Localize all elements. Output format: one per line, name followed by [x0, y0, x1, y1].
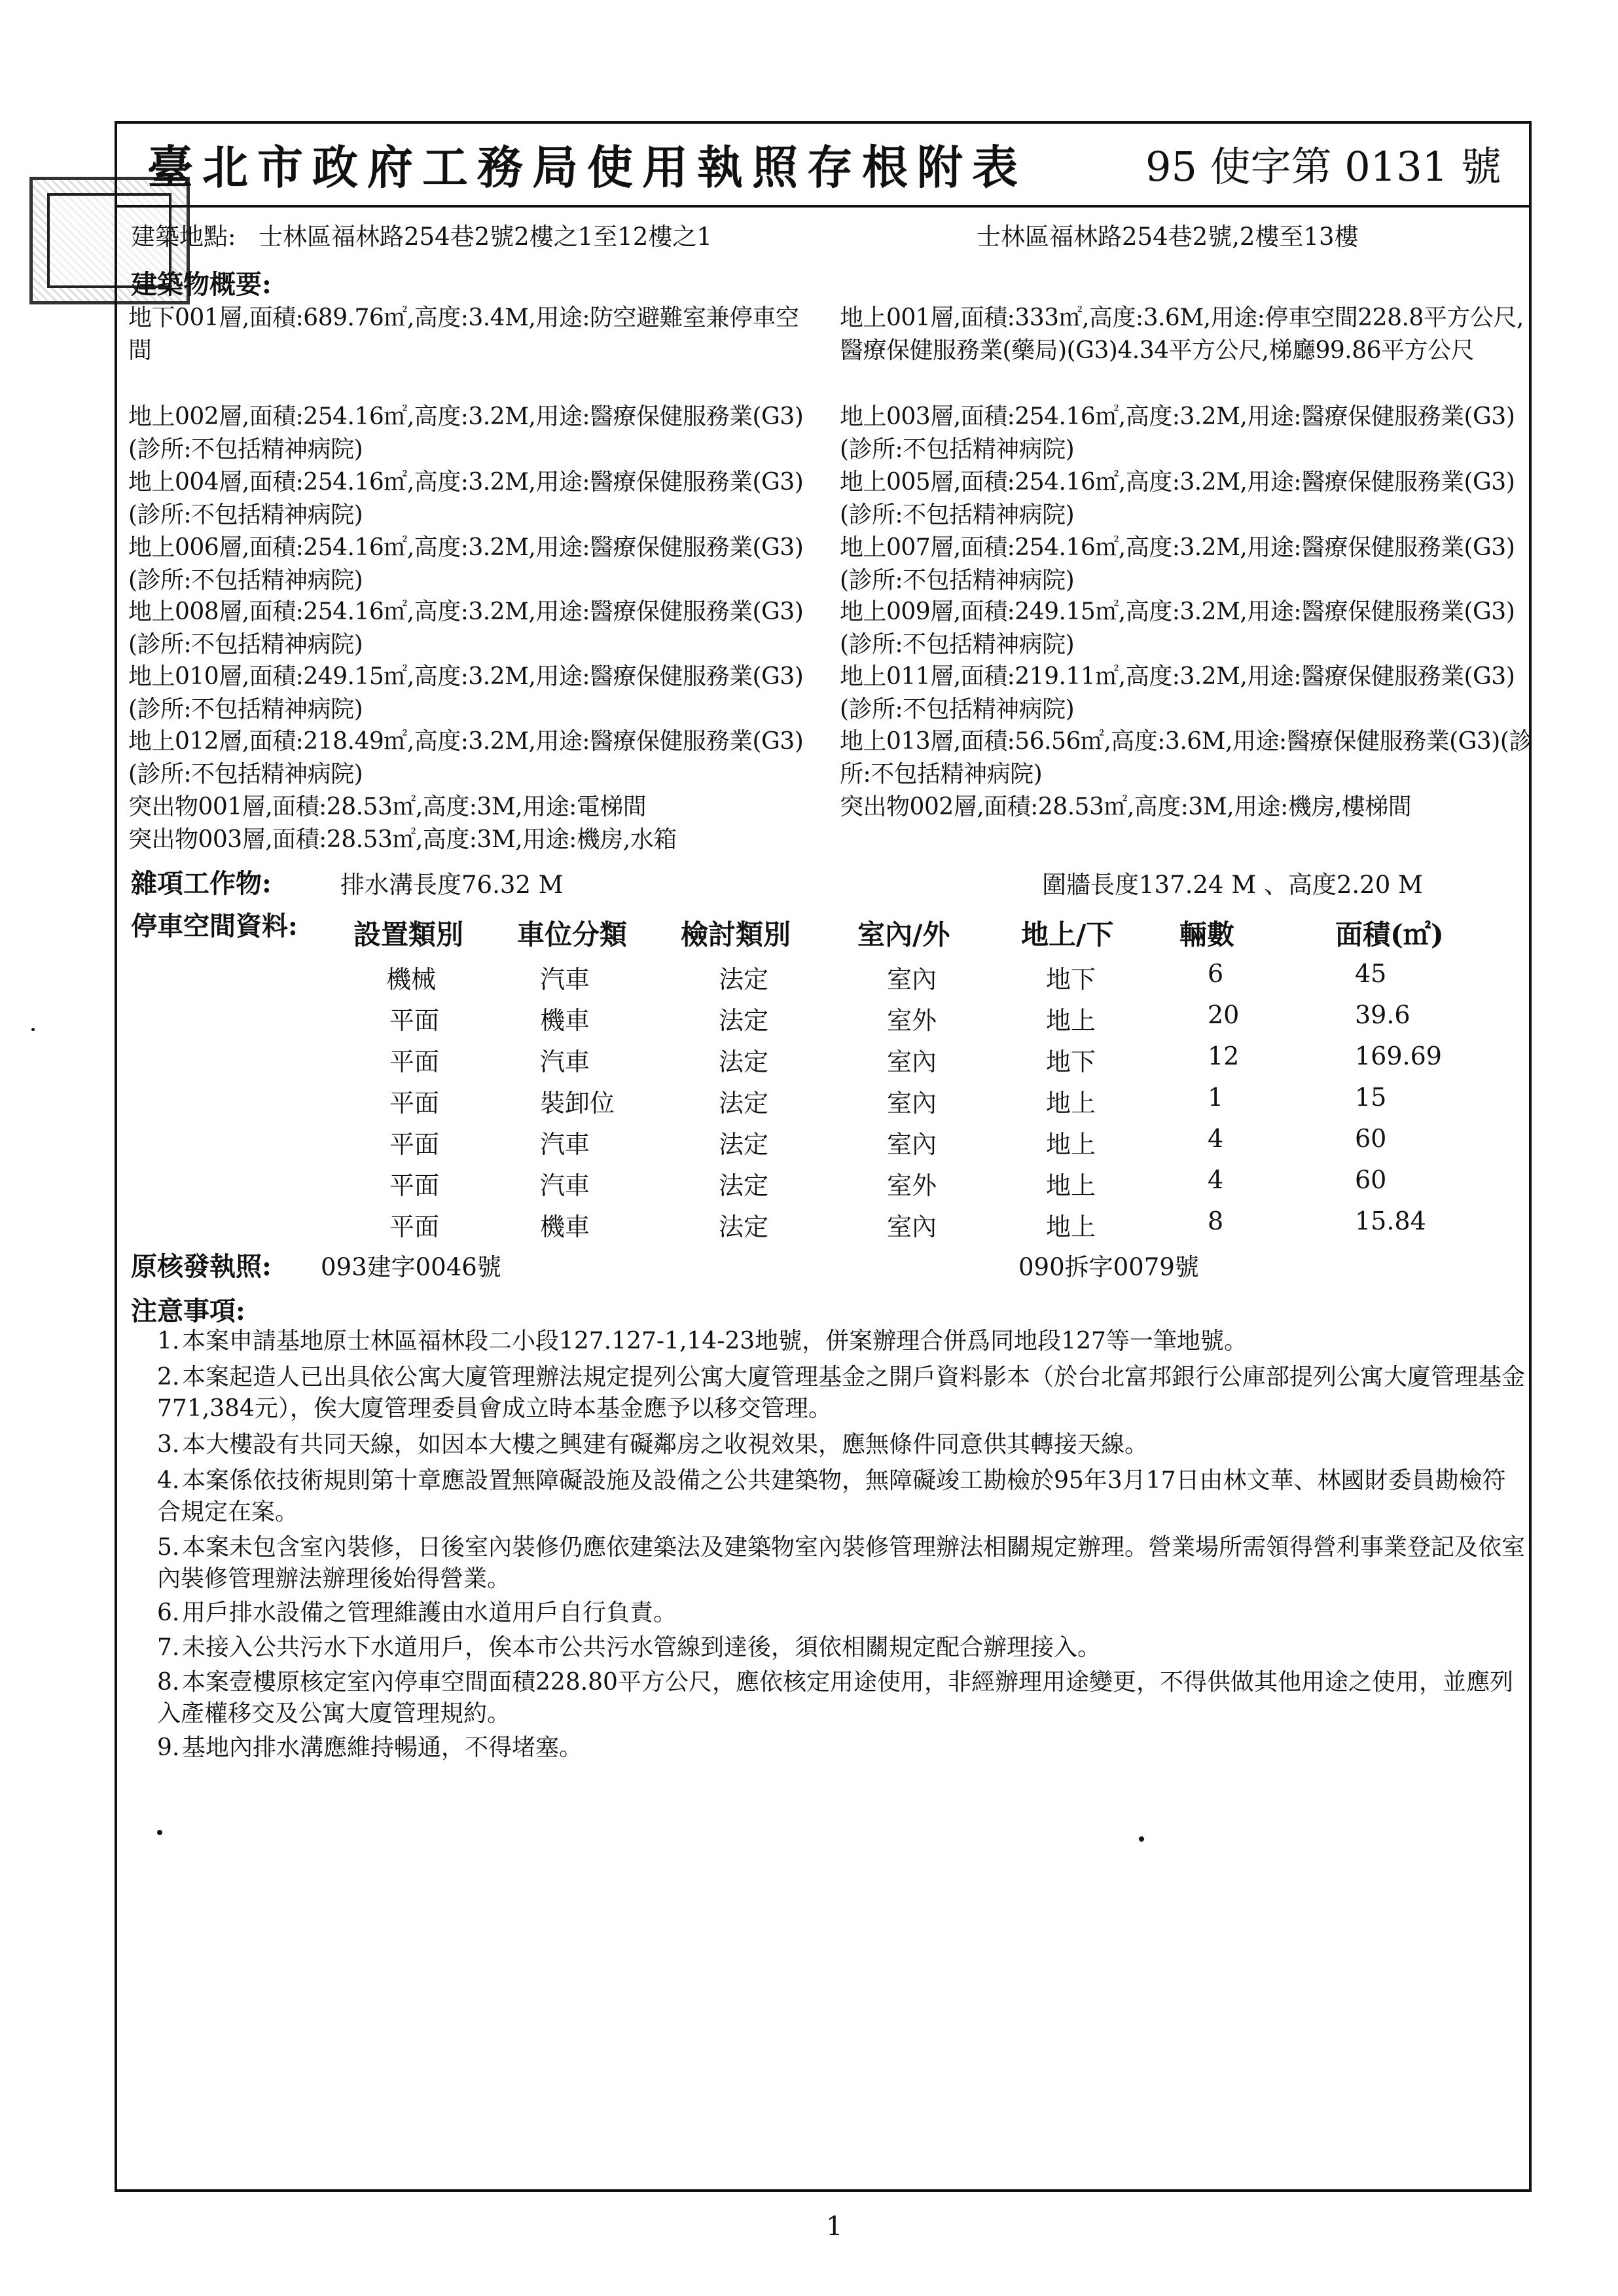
parking-cell: 室外	[887, 1171, 937, 1200]
note-item: 1. 本案申請基地原士林區福林段二小段127.127-1,14-23地號，併案辦理合併爲同地段127等一筆地號。	[157, 1328, 1248, 1355]
parking-cell: 地下	[1046, 1048, 1096, 1076]
parking-cell: 法定	[719, 1089, 769, 1118]
parking-cell: 地上	[1046, 1130, 1096, 1159]
parking-cell: 法定	[719, 1171, 769, 1200]
scan-speck	[1139, 1836, 1144, 1842]
note-item: 4. 本案係依技術規則第十章應設置無障礙設施及設備之公共建築物，無障礙竣工勘檢於95年3月17日由林文華、林國財委員勘檢符合規定在案。	[157, 1467, 1506, 1525]
parking-cell: 39.6	[1355, 1000, 1411, 1029]
parking-cell: 汽車	[540, 965, 590, 994]
parking-col-header: 輛數	[1179, 919, 1235, 951]
note-item: 9. 基地內排水溝應維持暢通，不得堵塞。	[157, 1734, 583, 1761]
misc-works-label: 雜項工作物:	[131, 868, 272, 899]
note-item: 5. 本案未包含室內裝修，日後室內裝修仍應依建築法及建築物室內裝修管理辦法相關規定辦理。營業場所需領得營利事業登記及依室內裝修管理辦法辦理後始得營業。	[157, 1534, 1526, 1592]
floor-009: 地上009層,面積:249.15㎡,高度:3.2M,用途:醫療保健服務業(G3)(診所:不包括精神病院)	[840, 598, 1515, 658]
parking-cell: 機車	[540, 1006, 590, 1035]
original-permit-left: 093建字0046號	[321, 1253, 501, 1281]
parking-col-header: 室內/外	[857, 919, 950, 951]
parking-cell: 室內	[887, 965, 937, 994]
note-text: 本案壹樓原核定室內停車空間面積228.80平方公尺，應依核定用途使用，非經辦理用途變更，不得供做其他用途之使用，並應列入產權移交及公寓大廈管理規約。	[157, 1669, 1513, 1727]
floor-p003: 突出物003層,面積:28.53㎡,高度:3M,用途:機房,水箱	[128, 826, 677, 853]
parking-cell: 法定	[719, 1130, 769, 1159]
parking-cell: 15.84	[1355, 1207, 1426, 1235]
parking-cell: 6	[1208, 959, 1224, 988]
parking-cell: 地上	[1046, 1089, 1096, 1118]
parking-cell: 地下	[1046, 965, 1096, 994]
notes-label: 注意事項:	[131, 1296, 245, 1326]
parking-cell: 地上	[1046, 1212, 1096, 1241]
original-permit-label: 原核發執照:	[131, 1251, 272, 1282]
note-text: 本案申請基地原士林區福林段二小段127.127-1,14-23地號，併案辦理合併爲同地段127等一筆地號。	[182, 1328, 1248, 1355]
note-item: 7. 未接入公共污水下水道用戶，俟本市公共污水管線到達後，須依相關規定配合辦理接入。	[157, 1634, 1102, 1661]
floor-p001: 突出物001層,面積:28.53㎡,高度:3M,用途:電梯間	[128, 793, 647, 820]
parking-cell: 15	[1355, 1083, 1387, 1112]
floor-003: 地上003層,面積:254.16㎡,高度:3.2M,用途:醫療保健服務業(G3)(診所:不包括精神病院)	[840, 403, 1515, 463]
floor-007: 地上007層,面積:254.16㎡,高度:3.2M,用途:醫療保健服務業(G3)(診所:不包括精神病院)	[840, 534, 1515, 594]
note-text: 本案未包含室內裝修，日後室內裝修仍應依建築法及建築物室內裝修管理辦法相關規定辦理。營業場所需領得營利事業登記及依室內裝修管理辦法辦理後始得營業。	[157, 1534, 1526, 1592]
original-permit-right: 090拆字0079號	[1018, 1253, 1199, 1281]
title-divider	[115, 205, 1532, 208]
floor-011: 地上011層,面積:219.11㎡,高度:3.2M,用途:醫療保健服務業(G3)(診所:不包括精神病院)	[840, 663, 1515, 723]
parking-cell: 12	[1208, 1042, 1240, 1070]
note-item: 8. 本案壹樓原核定室內停車空間面積228.80平方公尺，應依核定用途使用，非經辦理用途變更，不得供做其他用途之使用，並應列入產權移交及公寓大廈管理規約。	[157, 1669, 1513, 1727]
overview-label: 建築物概要:	[131, 269, 272, 300]
floor-p002: 突出物002層,面積:28.53㎡,高度:3M,用途:機房,樓梯間	[840, 793, 1412, 820]
note-item: 3. 本大樓設有共同天線，如因本大樓之興建有礙鄰房之收視效果，應無條件同意供其轉接天線。	[157, 1431, 1149, 1458]
parking-cell: 8	[1208, 1207, 1224, 1235]
parking-cell: 平面	[389, 1130, 440, 1159]
scan-speck	[157, 1830, 162, 1835]
parking-cell: 裝卸位	[540, 1089, 615, 1118]
floor-004: 地上004層,面積:254.16㎡,高度:3.2M,用途:醫療保健服務業(G3)(診所:不包括精神病院)	[128, 469, 804, 528]
parking-cell: 1	[1208, 1083, 1224, 1112]
floor-002: 地上002層,面積:254.16㎡,高度:3.2M,用途:醫療保健服務業(G3)(診所:不包括精神病院)	[128, 403, 804, 463]
parking-cell: 4	[1208, 1165, 1224, 1194]
parking-cell: 汽車	[540, 1130, 590, 1159]
parking-cell: 汽車	[540, 1048, 590, 1076]
parking-col-header: 車位分類	[517, 919, 628, 951]
parking-cell: 室內	[887, 1212, 937, 1241]
misc-works-left: 排水溝長度76.32 M	[340, 871, 564, 899]
floor-008: 地上008層,面積:254.16㎡,高度:3.2M,用途:醫療保健服務業(G3)(診所:不包括精神病院)	[128, 598, 804, 658]
parking-cell: 機械	[386, 965, 437, 994]
parking-cell: 室內	[887, 1089, 937, 1118]
scan-speck	[31, 1028, 35, 1031]
parking-cell: 地上	[1046, 1171, 1096, 1200]
note-text: 未接入公共污水下水道用戶，俟本市公共污水管線到達後，須依相關規定配合辦理接入。	[182, 1634, 1102, 1661]
note-item: 2. 本案起造人已出具依公寓大廈管理辦法規定提列公寓大廈管理基金之開戶資料影本（於台北富邦銀行公庫部提列公寓大廈管理基金771,384元），俟大廈管理委員會成立時本基金應予以移交管理。	[157, 1364, 1526, 1422]
permit-number: 95 使字第 0131 號	[1145, 143, 1501, 191]
note-text: 基地內排水溝應維持暢通，不得堵塞。	[182, 1734, 583, 1761]
floor-006: 地上006層,面積:254.16㎡,高度:3.2M,用途:醫療保健服務業(G3)(診所:不包括精神病院)	[128, 534, 804, 594]
document-title: 臺北市政府工務局使用執照存根附表	[147, 140, 1027, 194]
parking-cell: 60	[1355, 1165, 1387, 1194]
floor-005: 地上005層,面積:254.16㎡,高度:3.2M,用途:醫療保健服務業(G3)(診所:不包括精神病院)	[840, 469, 1515, 528]
note-text: 本案係依技術規則第十章應設置無障礙設施及設備之公共建築物，無障礙竣工勘檢於95年3月17日由林文華、林國財委員勘檢符合規定在案。	[157, 1467, 1506, 1525]
parking-cell: 平面	[389, 1171, 440, 1200]
parking-cell: 45	[1355, 959, 1387, 988]
site-address-right: 士林區福林路254巷2號,2樓至13樓	[977, 223, 1359, 251]
parking-cell: 機車	[540, 1212, 590, 1241]
parking-cell: 平面	[389, 1089, 440, 1118]
parking-cell: 汽車	[540, 1171, 590, 1200]
parking-cell: 169.69	[1355, 1042, 1442, 1070]
note-text: 本大樓設有共同天線，如因本大樓之興建有礙鄰房之收視效果，應無條件同意供其轉接天線。	[182, 1431, 1149, 1458]
parking-cell: 平面	[389, 1006, 440, 1035]
floor-010: 地上010層,面積:249.15㎡,高度:3.2M,用途:醫療保健服務業(G3)(診所:不包括精神病院)	[128, 663, 804, 723]
parking-col-header: 地上/下	[1021, 919, 1114, 951]
parking-cell: 法定	[719, 1006, 769, 1035]
floor-b001: 地下001層,面積:689.76㎡,高度:3.4M,用途:防空避難室兼停車空間	[128, 304, 799, 364]
parking-cell: 4	[1208, 1124, 1224, 1153]
parking-col-header: 檢討類別	[681, 919, 791, 951]
note-text: 用戶排水設備之管理維護由水道用戶自行負責。	[182, 1599, 677, 1626]
floor-012: 地上012層,面積:218.49㎡,高度:3.2M,用途:醫療保健服務業(G3)(診所:不包括精神病院)	[128, 728, 804, 788]
parking-cell: 室內	[887, 1048, 937, 1076]
site-address-left: 士林區福林路254巷2號2樓之1至12樓之1	[259, 223, 712, 251]
parking-cell: 室外	[887, 1006, 937, 1035]
floor-013: 地上013層,面積:56.56㎡,高度:3.6M,用途:醫療保健服務業(G3)(診所:不包括精神病院)	[840, 728, 1532, 788]
parking-cell: 室內	[887, 1130, 937, 1159]
parking-cell: 平面	[389, 1048, 440, 1076]
note-item: 6. 用戶排水設備之管理維護由水道用戶自行負責。	[157, 1599, 677, 1626]
floor-001: 地上001層,面積:333㎡,高度:3.6M,用途:停車空間228.8平方公尺,醫療保健服務業(藥局)(G3)4.34平方公尺,梯廳99.86平方公尺	[840, 304, 1524, 364]
parking-col-header: 設置類別	[353, 919, 464, 951]
parking-cell: 20	[1208, 1000, 1240, 1029]
parking-cell: 法定	[719, 965, 769, 994]
page-number: 1	[826, 2212, 843, 2242]
note-text: 本案起造人已出具依公寓大廈管理辦法規定提列公寓大廈管理基金之開戶資料影本（於台北富邦銀行公庫部提列公寓大廈管理基金771,384元），俟大廈管理委員會成立時本基金應予以移交管理。	[157, 1364, 1526, 1422]
parking-cell: 平面	[389, 1212, 440, 1241]
misc-works-right: 圍牆長度137.24 M 、高度2.20 M	[1042, 871, 1423, 899]
parking-label: 停車空間資料:	[131, 911, 298, 941]
parking-cell: 地上	[1046, 1006, 1096, 1035]
parking-cell: 法定	[719, 1048, 769, 1076]
site-label: 建築地點:	[131, 223, 236, 251]
parking-cell: 60	[1355, 1124, 1387, 1153]
parking-col-header: 面積(㎡)	[1335, 919, 1444, 951]
parking-cell: 法定	[719, 1212, 769, 1241]
